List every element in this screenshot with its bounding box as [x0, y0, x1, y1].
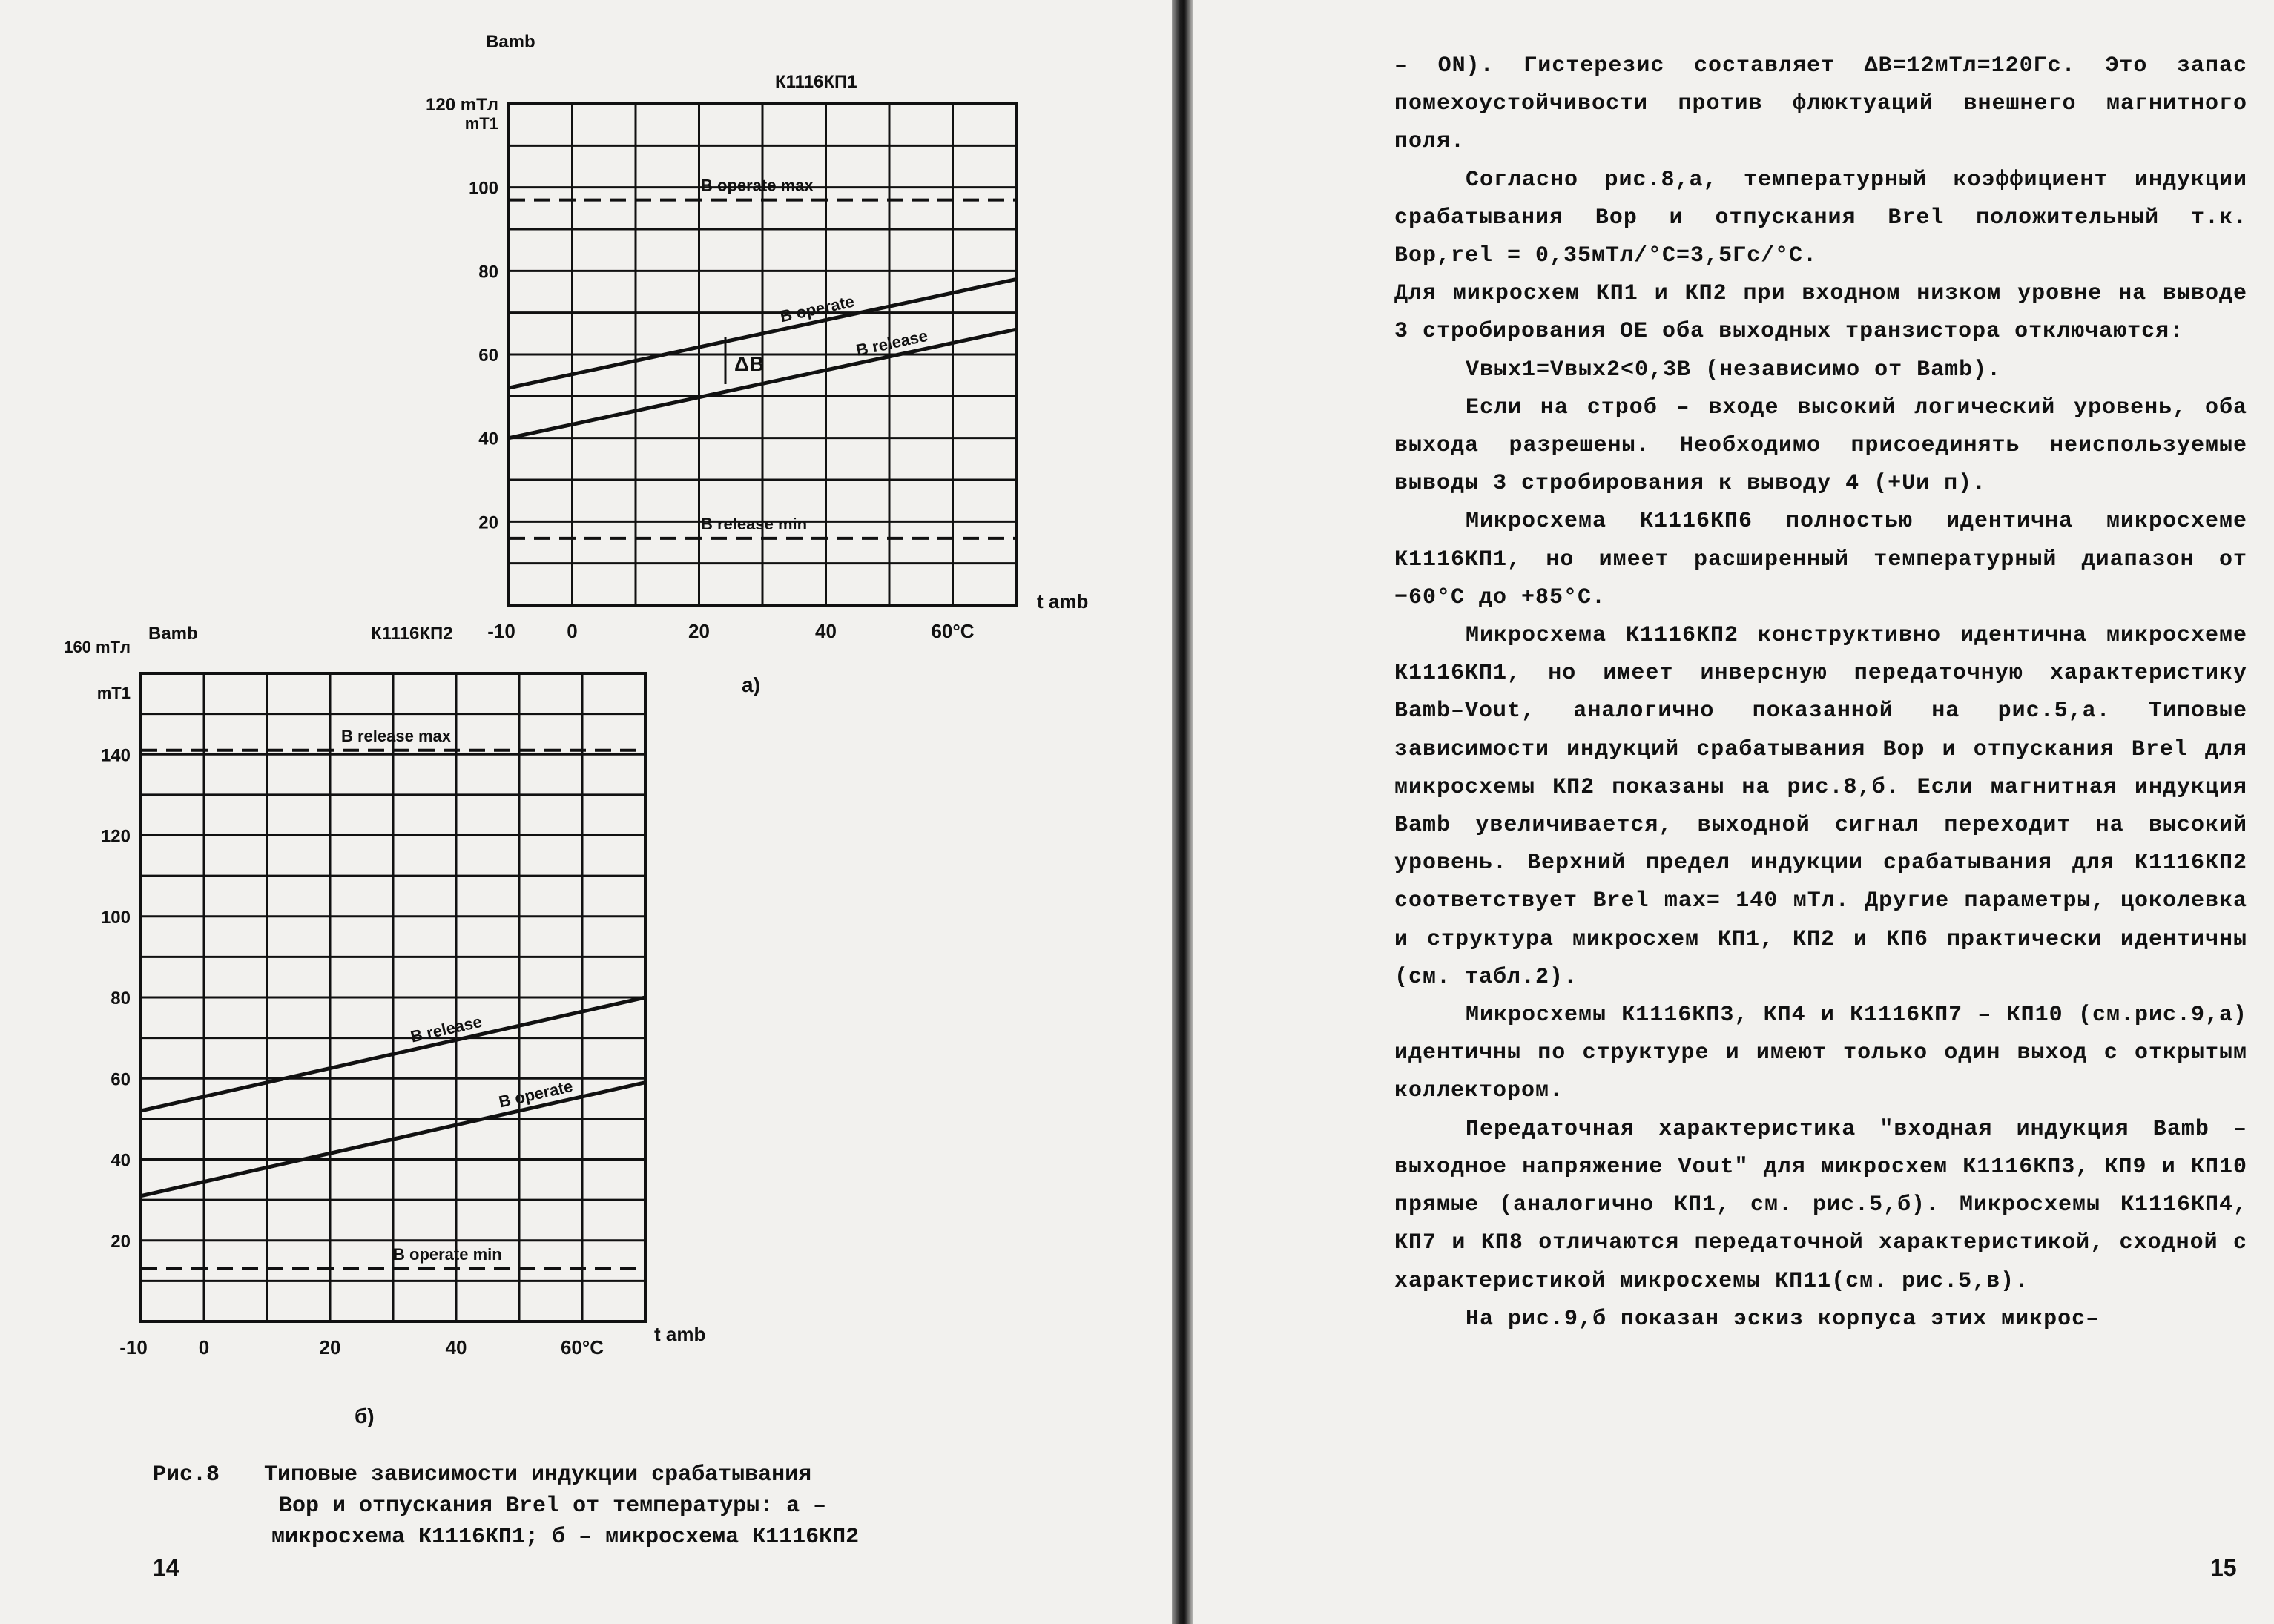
y-tick-label: 80: [111, 988, 131, 1009]
x-tick-label: 0: [567, 620, 578, 642]
paragraph: Микросхемы К1116КП3, КП4 и К1116КП7 – КП10 (см.рис.9,а) идентичны по структуре и имеют только один выход с открытым коллектором.: [1394, 1003, 2247, 1104]
chart-a-delta-annotation: ΔB: [734, 352, 765, 375]
page-number-left: 14: [153, 1554, 179, 1581]
paragraph: Если на строб – входе высокий логический уровень, оба выхода разрешены. Необходимо присоединять неиспользуемые выводы 3 стробирования к выводу 4 (+Uи п).: [1394, 395, 2247, 497]
y-unit-label: mT1: [96, 684, 131, 702]
fig-b-label: б): [355, 1405, 375, 1427]
figure-caption: [153, 1459, 1087, 1553]
series-label: B release: [409, 1011, 484, 1046]
page-number-right: 15: [2210, 1554, 2237, 1581]
chart-a-title: К1116КП1: [775, 72, 857, 92]
paragraph: Микросхема К1116КП2 конструктивно идентична микросхеме К1116КП1, но имеет инверсную передаточную характеристику Bamb–Vout, аналогично показанной на рис.5,а. Типовые зависимости индукций срабатывания Bop и отпускания Brel для микросхемы КП2 показаны на рис.8,б. Если магнитная индукция Bamb увеличивается, выходной сигнал переходит на высокий уровень. Верхний предел индукции срабатывания для К1116КП2 соответствует Brel max= 140 мТл. Другие параметры, цоколевка и структура микросхем КП1, КП2 и КП6 практически идентичны (см. табл.2).: [1394, 623, 2247, 990]
paragraph: Микросхема К1116КП6 полностью идентична микросхеме К1116КП1, но имеет расширенный температурный диапазон от −60°C до +85°C.: [1394, 509, 2247, 610]
x-tick-label: -10: [487, 620, 515, 642]
paragraph: Согласно рис.8,а, температурный коэффициент индукции срабатывания Bop и отпускания Brel положительный т.к. Bop,rel = 0,35мТл/°C=3,5Гс/°C.: [1394, 167, 2247, 269]
y-tick-label: 120: [100, 826, 131, 847]
x-tick-label: 40: [815, 620, 837, 642]
chart-a-y-label: Bamb: [486, 32, 535, 52]
y-tick-label: 20: [111, 1231, 131, 1252]
chart-b-x-label: t amb: [654, 1323, 706, 1345]
x-tick-label: 20: [688, 620, 710, 642]
book-gutter: [1172, 0, 1193, 1624]
x-tick-label: 0: [198, 1336, 210, 1359]
y-tick-label: 40: [478, 429, 498, 449]
body-text: [1394, 47, 2247, 1339]
y-tick-label: 120 mTл: [426, 95, 498, 115]
caption-lead: Рис.8: [153, 1462, 220, 1488]
limit-label: B release min: [701, 514, 808, 533]
paragraph: Передаточная характеристика "входная индукция Bamb – выходное напряжение Vout" для микросхем К1116КП3, КП9 и КП10 прямые (аналогично КП1, см. рис.5,б). Микросхемы К1116КП4, КП7 и КП8 отличаются передаточной характеристикой, сходной с характеристикой микросхемы КП11(см. рис.5,в).: [1394, 1116, 2247, 1294]
x-tick-label: 60°C: [931, 620, 975, 642]
chart-a-x-label: t amb: [1037, 590, 1089, 613]
chart-k1116kp2: [0, 623, 1172, 1439]
series-label: B release: [854, 326, 929, 360]
x-tick-label: 20: [319, 1336, 341, 1359]
chart-b-y-label: Bamb: [148, 624, 198, 644]
paragraph: На рис.9,б показан эскиз корпуса этих микрос–: [1466, 1306, 2100, 1332]
x-tick-label: 40: [445, 1336, 467, 1359]
y-tick-label: 140: [100, 745, 131, 766]
x-tick-label: 60°C: [560, 1336, 604, 1359]
limit-label: B operate min: [393, 1244, 502, 1264]
y-tick-label: 60: [111, 1069, 131, 1090]
series-label: B operate: [778, 291, 856, 326]
limit-label: B release max: [341, 726, 451, 745]
y-unit-label-top: 160 mTл: [64, 638, 131, 656]
y-tick-label: 100: [468, 178, 498, 199]
y-unit-label: mT1: [464, 114, 498, 133]
chart-b-grid: [141, 673, 645, 1321]
y-tick-label: 40: [111, 1150, 131, 1171]
y-tick-label: 80: [478, 262, 498, 283]
caption-line-3: микросхема К1116КП1; б – микросхема К1116КП2: [271, 1525, 860, 1550]
chart-b-title: К1116КП2: [371, 624, 453, 644]
paragraph: – ON). Гистерезис составляет ΔB=12мТл=120Гс. Это запас помехоустойчивости против флюктуаций внешнего магнитного поля.: [1394, 53, 2247, 155]
chart-a-marks: [426, 95, 1016, 642]
paragraph: Для микросхем КП1 и КП2 при входном низком уровне на выводе 3 стробирования OE оба выходных транзистора отключаются:: [1394, 281, 2247, 345]
limit-label: B operate max: [701, 176, 814, 195]
caption-line-2: Bop и отпускания Brel от температуры: а –: [279, 1493, 827, 1519]
y-tick-label: 100: [100, 907, 131, 928]
chart-k1116kp1: [0, 0, 1172, 712]
series-label: B operate: [497, 1076, 575, 1112]
y-tick-label: 20: [478, 512, 498, 533]
x-tick-label: -10: [119, 1336, 148, 1359]
paragraph: Vвых1=Vвых2<0,3B (независимо от Bamb).: [1466, 357, 2002, 383]
fig-a-label: а): [742, 673, 760, 696]
caption-line-1: Типовые зависимости индукции срабатывания: [264, 1462, 812, 1488]
y-tick-label: 60: [478, 346, 498, 366]
